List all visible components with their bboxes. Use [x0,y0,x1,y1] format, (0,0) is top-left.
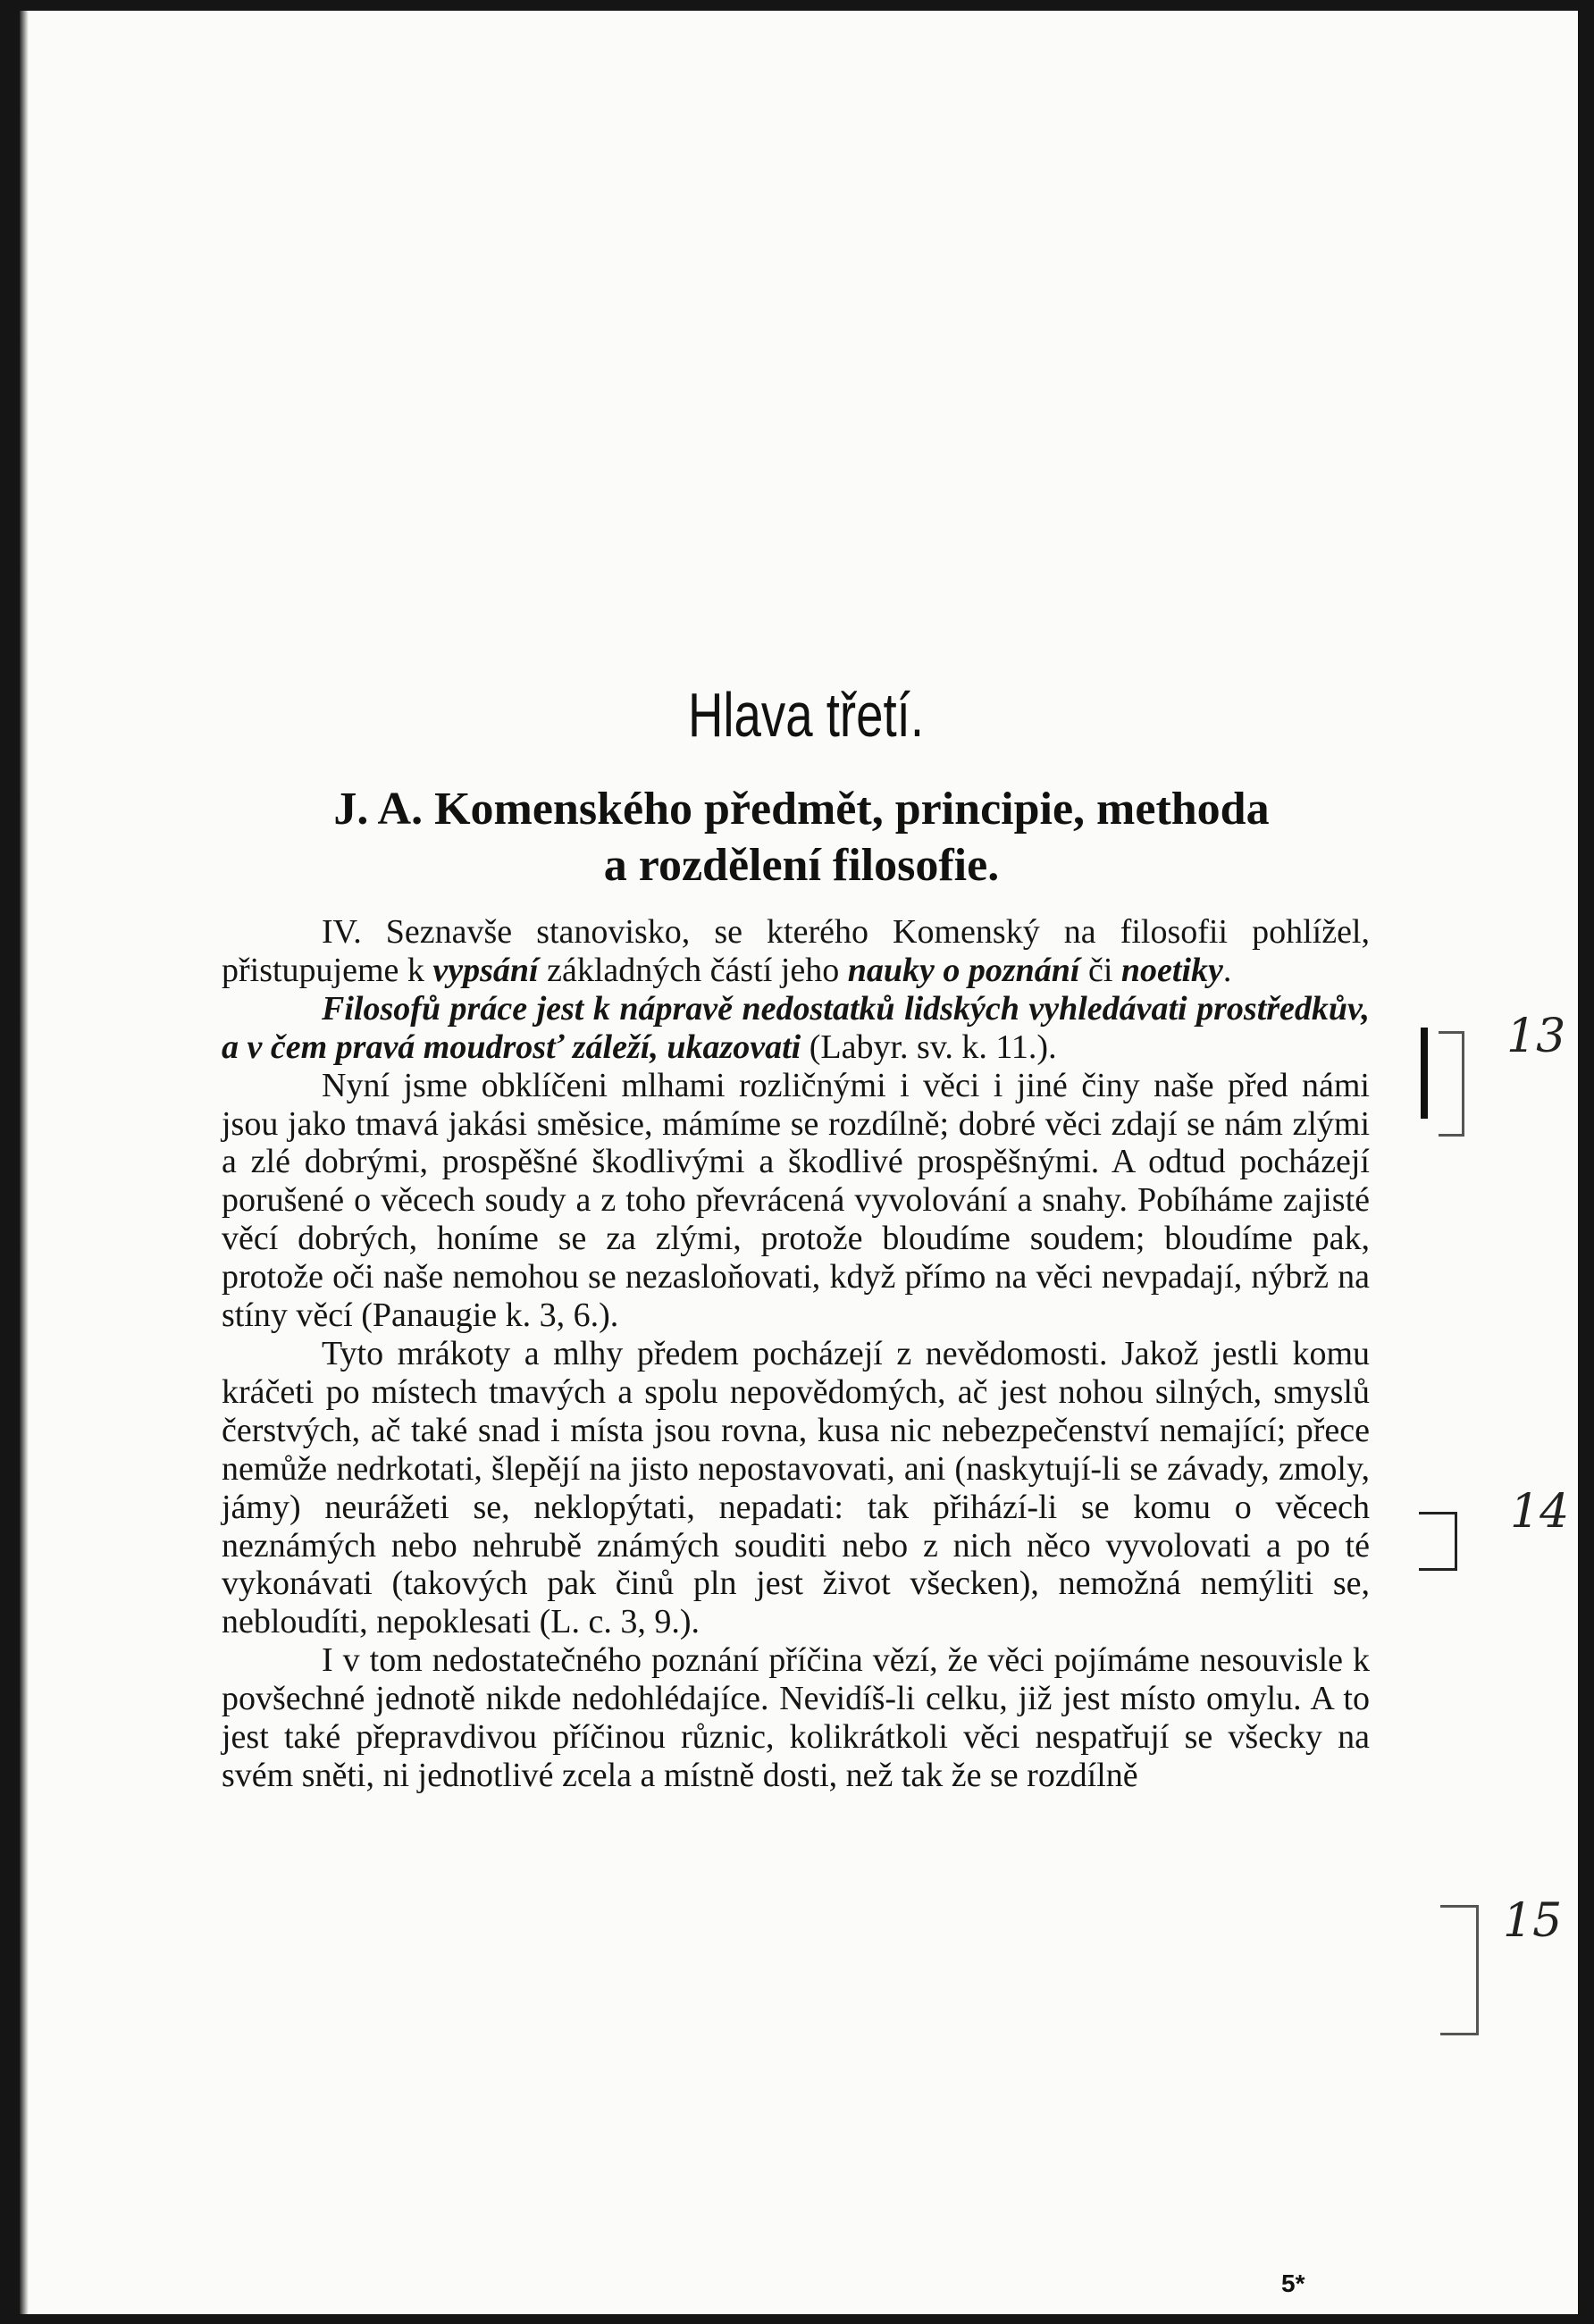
margin-bracket [1439,1031,1464,1137]
paragraph-text: IV. Seznavše stanovisko, se kterého Komenský na filosofii pohlížel, přistupujeme k [222,913,1370,989]
paragraph-p4 [222,1335,1370,1641]
paragraph-text: základných částí jeho [538,951,848,989]
paragraph-text: Nyní jsme obklíčeni mlhami rozličnými i věci i jiné činy naše před námi jsou jako tmavá jakási směsice, mámíme se rozdílně; dobré věci zdají se nám zlými a zlé dobrými, prospěšné škodlivými a škodlivé prospěšnými. A odtud pocházejí porušené o věcech soudy a z toho převrácená vyvolování a snahy. Pobíháme zajisté věcí dobrých, honíme se za zlými, protože bloudíme soudem; bloudíme pak, protože oči naše nemohou se nezasloňovati, když přímo na věci nevpadají, nýbrž na stíny věcí (Panaugie k. 3, 6.). [222,1066,1370,1335]
margin-bracket [1440,1905,1479,2035]
scanned-page [20,11,1578,2314]
book-spine-shadow [20,11,29,2314]
paragraph-text: I v tom nedostatečného poznání příčina vězí, že věci pojímáme nesouvisle k povšechné jednotě nikde nedohlédajíce. Nevidíš-li celku, již jest místo omylu. A to jest také přepravdivou příčinou různic, kolikrátkoli věci nespatřují se všecky na svém sněti, ni jednotlivé zcela a místně dosti, než tak že se rozdílně [222,1641,1370,1794]
margin-note-14: 14 [1510,1485,1570,1539]
paragraph-p2 [222,990,1370,1067]
section-title-line-2: a rozdělení filosofie. [603,840,1000,891]
emphasized-text: noetiky [1120,951,1223,989]
paragraph-text: Tyto mrákoty a mlhy předem pocházejí z nevědomosti. Jakož jestli komu kráčeti po místech tmavých a spolu nepovědomých, ač jest nohou silných, smyslů čerstvých, ač také snad i místa jsou rovna, kusa nic nebezpečenství nemající; přece nemůže nedrkotati, šlepějí na jisto nepostavovati, ani (naskytují-li se závady, zmoly, jámy) neurážeti se, neklopýtati, nepadati: tak přihází-li se komu o věcech neznámých nebo nehrubě známých souditi nebo z nich něco vyvolovati a po té vykonávati (takových pak činů pln jest život všecken), nemožná nemýliti se, nebloudíti, nepoklesati (L. c. 3, 9.). [222,1334,1370,1641]
section-title [216,781,1387,894]
body-text [222,913,1370,1795]
emphasized-text: vypsání [432,951,539,989]
chapter-heading: Hlava třetí. [687,680,924,750]
margin-note-15: 15 [1503,1894,1563,1948]
paragraph-p1 [222,913,1370,990]
section-title-line-1: J. A. Komenského předmět, principie, methoda [333,784,1270,835]
page-number: 5* [1281,2269,1305,2297]
emphasized-text: Filosofů práce jest k nápravě nedostatků lidských vyhledávati prostředkův, a v čem pravá moudrosť záleží, ukazovati [222,989,1370,1066]
paragraph-text: . [1222,951,1232,989]
paragraph-p3 [222,1067,1370,1335]
margin-bracket [1419,1512,1457,1571]
emphasized-text: nauky o poznání [847,951,1080,989]
paragraph-text: (Labyr. sv. k. 11.). [801,1028,1057,1066]
paragraph-text: či [1079,951,1121,989]
paragraph-p5 [222,1641,1370,1795]
margin-bar-mark [1421,1028,1428,1119]
margin-note-13: 13 [1506,1010,1566,1063]
